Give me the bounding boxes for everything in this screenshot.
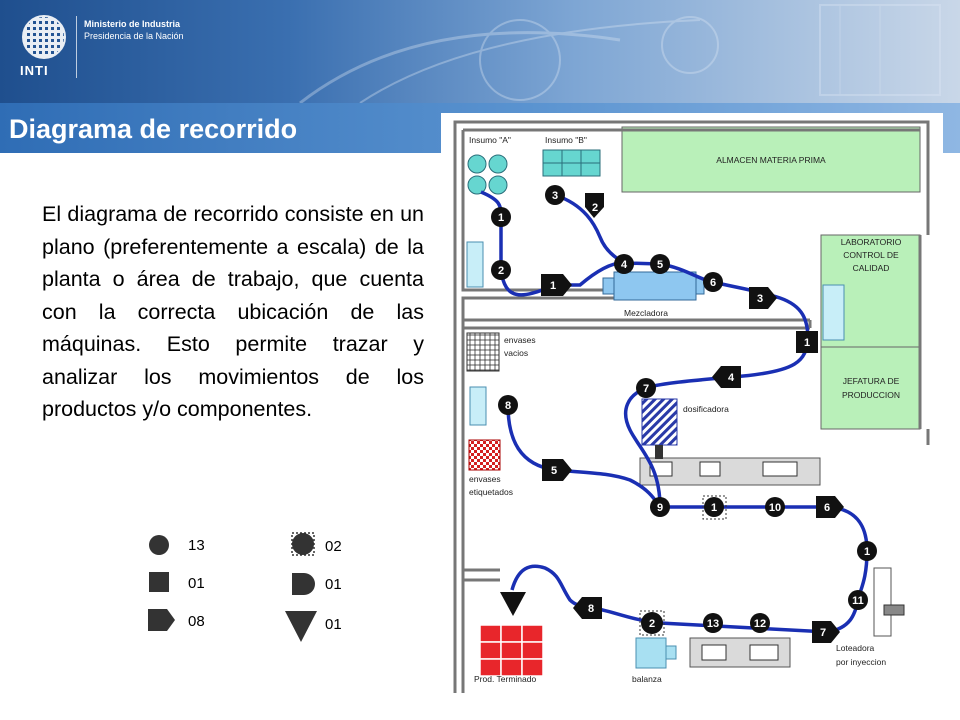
svg-text:12: 12 (753, 618, 767, 630)
svg-text:envases: envases (469, 474, 501, 484)
svg-text:8: 8 (504, 400, 512, 412)
svg-text:1: 1 (803, 337, 811, 349)
svg-text:2: 2 (648, 618, 656, 630)
body-paragraph: El diagrama de recorrido consiste en un plano (preferentemente a escala) de la planta o área de trabajo, que cuenta con la correcta ubicación de las máquinas. Esto permite trazar y analizar los movimientos de los productos y/o componentes. (42, 202, 424, 421)
inspection-symbol-icon (149, 572, 169, 592)
operation-symbol-icon (149, 535, 169, 555)
svg-text:Prod. Terminado: Prod. Terminado (474, 674, 537, 684)
lab-shelf (823, 285, 844, 340)
svg-text:1: 1 (497, 212, 505, 224)
svg-text:JEFATURA DE: JEFATURA DE (842, 376, 900, 386)
insumo-b-containers (543, 150, 600, 176)
combined-symbol-icon (292, 533, 314, 555)
storage-symbol-icon (285, 611, 317, 642)
envases-vacios (467, 333, 499, 371)
legend-operation-count: 13 (188, 537, 205, 554)
svg-text:11: 11 (852, 595, 864, 607)
balanza-scale (636, 638, 666, 668)
svg-text:2: 2 (591, 202, 599, 214)
svg-text:dosificadora: dosificadora (683, 404, 729, 414)
loteadora-machine (874, 568, 891, 636)
svg-text:7: 7 (819, 627, 827, 639)
legend-delay-count: 01 (325, 576, 342, 593)
transport-symbol-icon (148, 609, 175, 631)
svg-text:3: 3 (551, 190, 559, 202)
svg-text:7: 7 (642, 383, 650, 395)
symbol-legend (0, 0, 440, 720)
ministry-name: Ministerio de Industria (84, 19, 181, 29)
legend-combined-count: 02 (325, 538, 342, 555)
svg-text:10: 10 (768, 502, 782, 514)
page-title: Diagrama de recorrido (9, 114, 298, 144)
svg-text:6: 6 (709, 277, 717, 289)
logo-text: INTI (20, 63, 49, 78)
svg-text:5: 5 (550, 465, 558, 477)
dosificadora-machine (642, 399, 677, 445)
svg-text:4: 4 (620, 259, 628, 271)
floor-plan (441, 113, 943, 693)
svg-text:13: 13 (706, 618, 720, 630)
jefatura-room (821, 347, 920, 429)
svg-text:2: 2 (497, 265, 505, 277)
legend-storage-count: 01 (325, 616, 342, 633)
svg-text:por inyeccion: por inyeccion (836, 657, 887, 667)
svg-text:1: 1 (863, 546, 871, 558)
svg-text:4: 4 (727, 372, 735, 384)
svg-text:1: 1 (710, 502, 718, 514)
svg-text:6: 6 (823, 502, 831, 514)
svg-text:Loteadora: Loteadora (836, 643, 875, 653)
svg-text:envases: envases (504, 335, 536, 345)
svg-text:CONTROL DE: CONTROL DE (843, 250, 899, 260)
shelf-a (467, 242, 483, 287)
svg-text:etiquetados: etiquetados (469, 487, 513, 497)
delay-symbol-icon (292, 573, 315, 595)
svg-text:vacios: vacios (504, 348, 529, 358)
svg-text:PRODUCCION: PRODUCCION (841, 390, 901, 400)
producto-terminado-pallets (480, 625, 543, 676)
svg-text:Insumo "B": Insumo "B" (545, 135, 587, 145)
svg-text:5: 5 (656, 259, 664, 271)
shelf-b (470, 387, 486, 425)
legend-inspection-count: 01 (188, 575, 205, 592)
envases-etiquetados (469, 440, 500, 470)
svg-text:8: 8 (587, 603, 595, 615)
ministry-subtitle: Presidencia de la Nación (84, 31, 184, 41)
mezcladora-motor (603, 278, 614, 294)
svg-text:9: 9 (656, 502, 664, 514)
svg-text:ALMACEN MATERIA PRIMA: ALMACEN MATERIA PRIMA (716, 155, 826, 165)
svg-text:Mezcladora: Mezcladora (624, 308, 668, 318)
svg-text:Insumo "A": Insumo "A" (469, 135, 511, 145)
svg-text:balanza: balanza (632, 674, 662, 684)
svg-text:LABORATORIO: LABORATORIO (840, 237, 902, 247)
svg-text:3: 3 (756, 293, 764, 305)
svg-text:CALIDAD: CALIDAD (852, 263, 890, 273)
svg-text:1: 1 (549, 280, 557, 292)
mezcladora-machine (614, 272, 696, 300)
legend-transport-count: 08 (188, 613, 205, 630)
